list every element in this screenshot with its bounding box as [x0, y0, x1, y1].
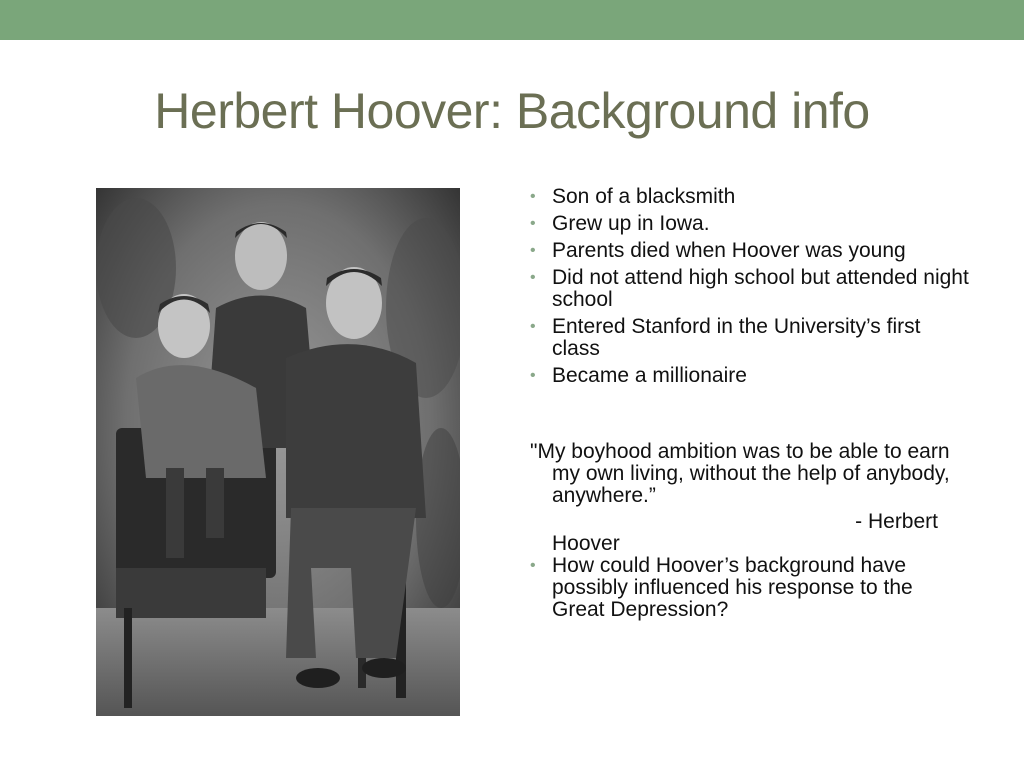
list-item: [530, 555, 970, 621]
bullet-icon: •: [530, 367, 536, 384]
discussion-question: How could Hoover’s background have possibly influenced his response to the Great Depression?: [552, 554, 913, 621]
attribution-part2: Hoover: [552, 532, 620, 555]
bullet-icon: •: [530, 269, 536, 286]
list-item: • Son of a blacksmith: [530, 185, 736, 208]
list-item: • Did not attend high school but attended night school: [530, 266, 969, 311]
bullet-icon: •: [530, 318, 536, 335]
bullet-icon: •: [530, 242, 536, 259]
top-accent-bar: [0, 0, 1024, 40]
hoover-childhood-photo: [96, 188, 460, 716]
quote-text: "My boyhood ambition was to be able to earn my own living, without the help of anybody, anywhere.”: [530, 440, 950, 507]
quote-attribution: [530, 511, 970, 555]
list-item: • Became a millionaire: [530, 364, 747, 387]
bullet-icon: •: [530, 557, 536, 574]
slide-title: Herbert Hoover: Background info: [154, 83, 870, 139]
attribution-part1: - Herbert: [855, 510, 938, 533]
list-item: • Parents died when Hoover was young: [530, 239, 906, 262]
question-list: [530, 555, 970, 621]
bullet-icon: •: [530, 188, 536, 205]
slide-body: [530, 186, 970, 626]
bullet-icon: •: [530, 215, 536, 232]
list-item: • Grew up in Iowa.: [530, 212, 710, 235]
background-bullet-list: [530, 186, 970, 387]
list-item: • Entered Stanford in the University’s first class: [530, 315, 921, 360]
hoover-quote: [530, 441, 970, 555]
